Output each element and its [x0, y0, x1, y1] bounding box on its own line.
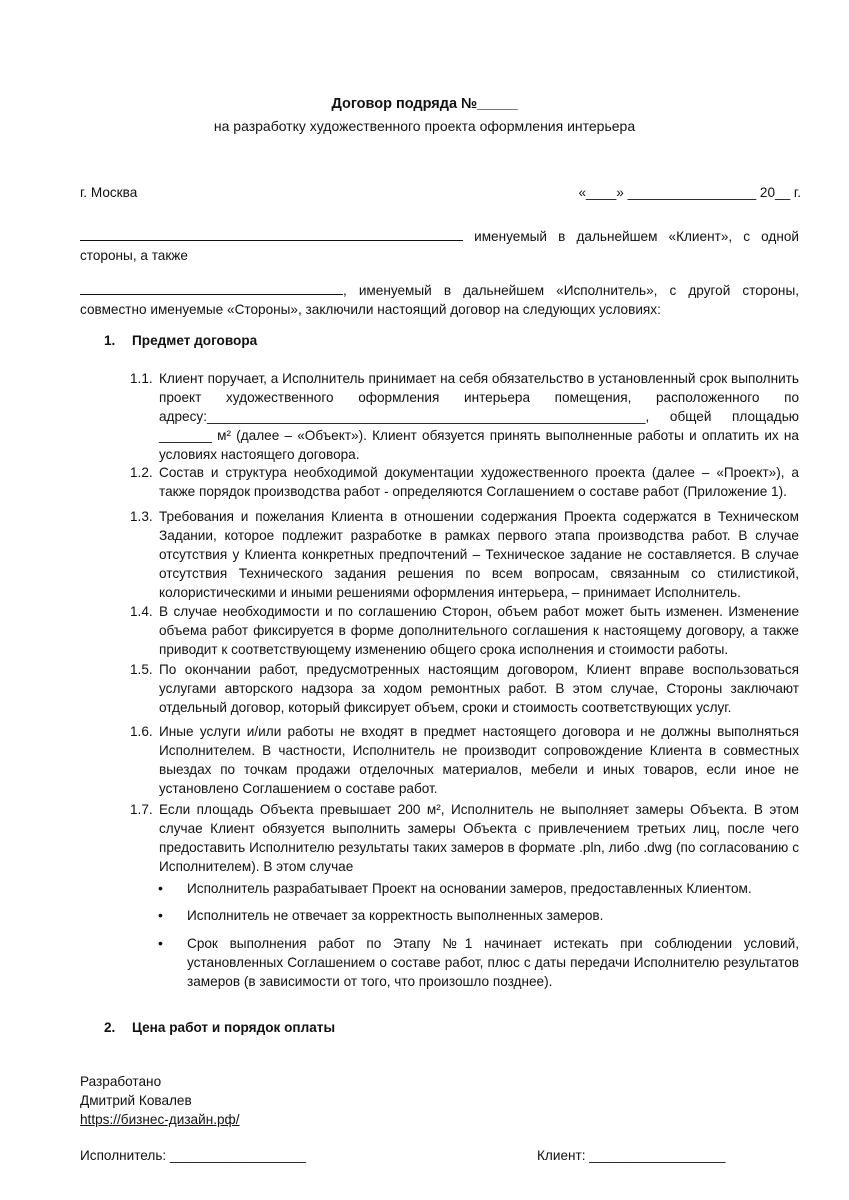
city: г. Москва — [80, 185, 138, 200]
developed-label: Разработано — [80, 1074, 162, 1089]
clause-text: В случае необходимости и по соглашению Сторон, объем работ может быть изменен. Изменение объема работ фиксируется в форме дополнительного соглашения к настоящему договору, а также приводит к соответствующему изменению общего срока исполнения и стоимости работы. — [159, 604, 799, 657]
clause-1-2 — [130, 463, 799, 501]
clause-text: Иные услуги и/или работы не входят в предмет настоящего договора и не должны выполняться Исполнителем. В частности, Исполнитель не производит сопровождение Клиента в совместных выездах по точкам продажи отделочных материалов, мебели и иных товаров, если иное не установлено Соглашением о составе работ. — [159, 724, 799, 796]
clause-1-1 — [130, 369, 799, 464]
clause-number: 1.5. — [130, 662, 153, 677]
clause-text: Состав и структура необходимой документации художественного проекта (далее – «Проект»), а также порядок производства работ - определяются Соглашением о составе работ (Приложение 1). — [159, 465, 799, 499]
bullet-icon: • — [158, 935, 163, 951]
clause-text: По окончании работ, предусмотренных настоящим договором, Клиент вправе воспользоваться услугами авторского надзора за ходом ремонтных работ. В этом случае, Стороны заключают отдельный договор, который фиксирует объем, сроки и стоимость соответствующих услуг. — [159, 662, 799, 715]
section-title: Предмет договора — [132, 333, 258, 348]
bullet-item — [158, 906, 799, 925]
clause-1-6 — [130, 722, 799, 798]
author-name: Дмитрий Ковалев — [80, 1093, 192, 1108]
document-title: Договор подряда №_____ — [331, 96, 518, 112]
clause-1-3 — [130, 507, 799, 602]
contractor-name-blank — [80, 279, 343, 295]
clause-text: Требования и пожелания Клиента в отношении содержания Проекта содержатся в Техническом Задании, которое подлежит разработке в рамках первого этапа производства работ. В случае отсутствия у Клиента конкретных предпочтений – Техническое задание не составляется. В случае отсутствия Технического задания решения по всем вопросам, связанным со стилистикой, колористическими и иными решениями оформления интерьера, – принимает Исполнитель. — [159, 509, 799, 600]
bullet-item — [158, 934, 799, 991]
contractor-party-paragraph — [80, 279, 799, 319]
author-block — [80, 1072, 240, 1129]
clause-text: Если площадь Объекта превышает 200 м², Исполнитель не выполняет замеры Объекта. В этом случае Клиент обязуется выполнить замеры Объекта с привлечением третьих лиц, после чего предоставить Исполнителю результаты таких замеров в формате .pln, либо .dwg (по согласованию с Исполнителем). В этом случае — [159, 802, 799, 874]
section-2-heading — [104, 1018, 335, 1037]
clause-number: 1.7. — [130, 802, 153, 817]
bullet-text: Срок выполнения работ по Этапу №1 начинает истекать при соблюдении условий, установленных Соглашением о составе работ, плюс с даты передачи Исполнителю результатов замеров (в зависимости от того, что произошло позднее). — [187, 936, 799, 989]
clause-1-5 — [130, 660, 799, 717]
contract-date: «____» _________________ 20__ г. — [578, 185, 801, 200]
section-number: 2. — [104, 1020, 116, 1035]
clause-1-4 — [130, 602, 799, 659]
clause-number: 1.3. — [130, 509, 153, 524]
bullet-item — [158, 879, 799, 898]
bullet-text: Исполнитель не отвечает за корректность выполненных замеров. — [187, 908, 604, 923]
bullet-text: Исполнитель разрабатывает Проект на основании замеров, предоставленных Клиентом. — [187, 881, 752, 896]
bullet-icon: • — [158, 907, 163, 923]
author-link[interactable]: https://бизнес-дизайн.рф/ — [80, 1112, 240, 1127]
contractor-party-text: , именуемый в дальнейшем «Исполнитель», с другой стороны, совместно именуемые «Стороны», заключили настоящий договор на следующих условиях: — [80, 283, 799, 317]
section-number: 1. — [104, 333, 116, 348]
bullet-icon: • — [158, 880, 163, 896]
client-party-text: именуемый в дальнейшем «Клиент», с одной стороны, а также — [80, 229, 800, 263]
client-name-blank — [80, 225, 463, 241]
contractor-signature: Исполнитель: __________________ — [80, 1148, 307, 1163]
clause-number: 1.6. — [130, 724, 153, 739]
clause-number: 1.1. — [130, 371, 153, 386]
client-party-paragraph — [80, 225, 799, 265]
clause-number: 1.2. — [130, 465, 153, 480]
clause-1-7 — [130, 800, 799, 876]
clause-number: 1.4. — [130, 604, 153, 619]
document-subtitle: на разработку художественного проекта оформления интерьера — [213, 118, 636, 134]
section-1-heading — [104, 331, 257, 350]
clause-text: Клиент поручает, а Исполнитель принимает на себя обязательство в установленный срок выполнить проект художественного оформления интерьера помещения, расположенного по адресу:__________________________________________________________, общей площадью _______ м² (далее – «Объект»). Клиент обязуется принять выполненные работы и оплатить их на условиях настоящего договора. — [159, 371, 799, 462]
client-signature: Клиент: __________________ — [537, 1148, 726, 1163]
section-title: Цена работ и порядок оплаты — [132, 1020, 336, 1035]
